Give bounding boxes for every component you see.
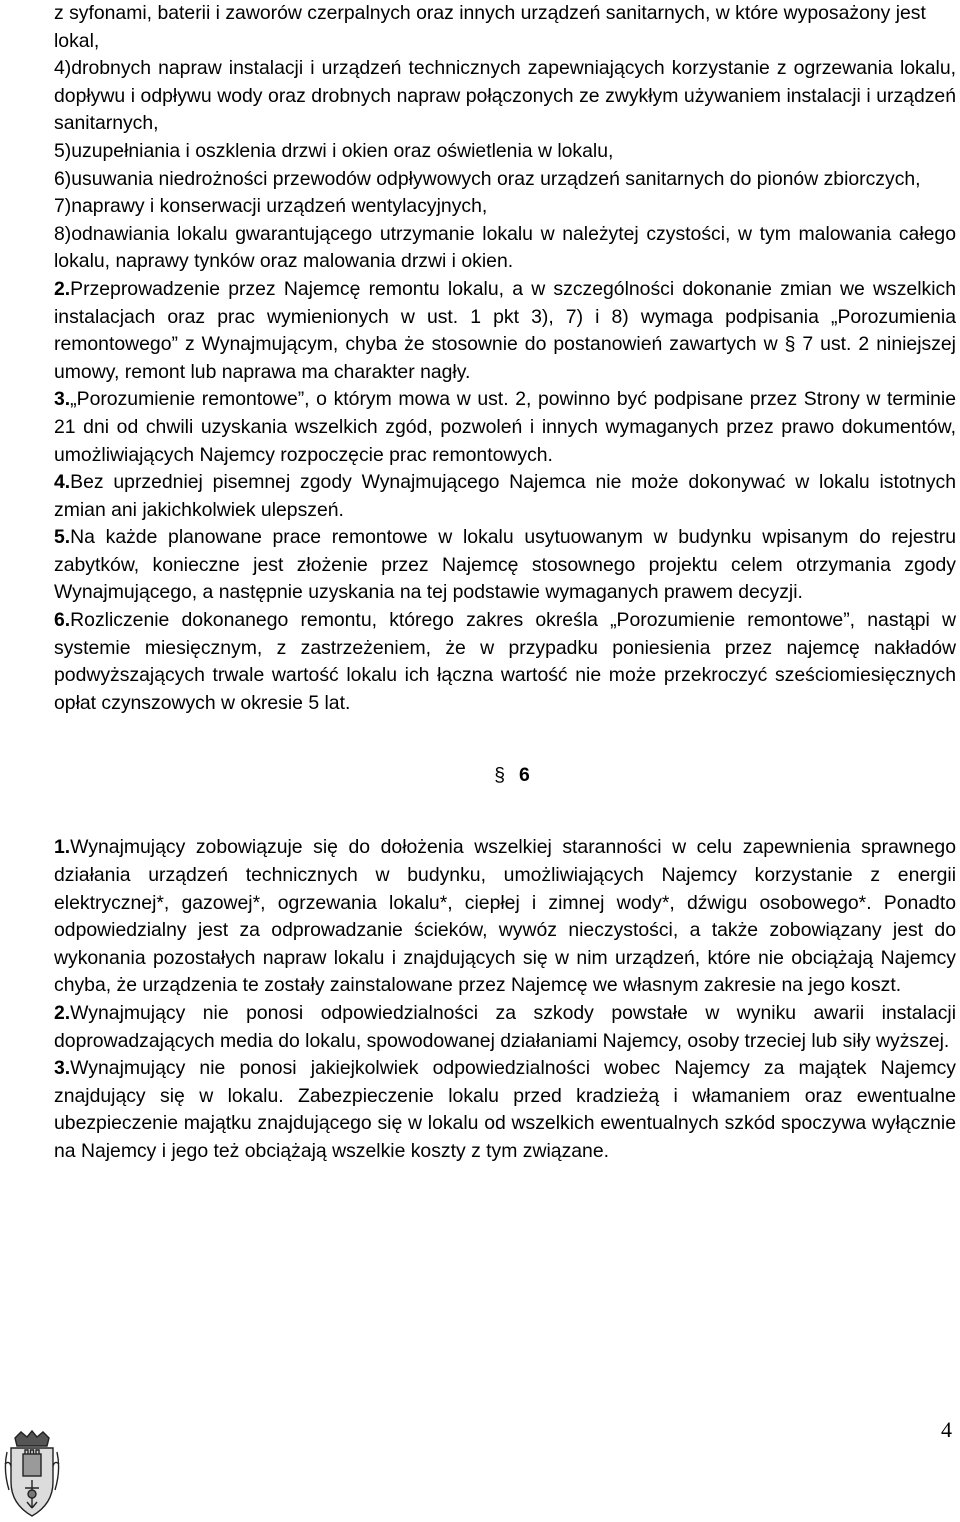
paragraph-number: 6.	[54, 609, 71, 632]
paragraph-3	[54, 386, 956, 469]
page-number: 4	[941, 1417, 952, 1442]
paragraph-number: 1.	[54, 836, 71, 859]
paragraph-text: Wynajmujący zobowiązuje się do dołożenia wszelkiej staranności w celu zapewnienia sprawnego działania urządzeń technicznych w budynku, umożliwiających Najemcy korzystanie z energii elektrycznej*, gazowej*, ogrzewania lokalu*, ciepłej i zimnej wody*, dźwigu osobowego*. Ponadto odpowiedzialny jest za odprowadzanie ścieków, wywóz nieczystości, a także zobowiązany jest do wykonania pozostałych napraw lokalu i znajdujących się w nim urządzeń, które nie obciążają Najemcy chyba, że urządzenia te zostały zainstalowane przez Najemcę we własnym zakresie na jego koszt.	[54, 836, 956, 997]
list-item-7: 7)naprawy i konserwacji urządzeń wentylacyjnych,	[54, 195, 488, 218]
paragraph-4	[54, 469, 956, 524]
document-body	[54, 0, 956, 1166]
paragraph-text: Rozliczenie dokonanego remontu, którego zakres określa „Porozumienie remontowe”, nastąpi w systemie miesięcznym, z zastrzeżeniem, że w przypadku poniesienia przez najemcę nakładów podwyższających trwale wartość lokalu ich łączna wartość nie może przekroczyć sześciomiesięcznych opłat czynszowych w okresie 5 lat.	[54, 609, 956, 714]
paragraph-5	[54, 524, 956, 607]
section-number: 6	[519, 764, 530, 787]
list-item-4: 4)drobnych napraw instalacji i urządzeń technicznych zapewniających korzystanie z ogrzewania lokalu, dopływu i odpływu wody oraz drobnych napraw połączonych ze zwykłym używaniem instalacji i urządzeń sanitarnych,	[54, 57, 956, 135]
paragraph-text: Wynajmujący nie ponosi jakiejkolwiek odpowiedzialności wobec Najemcy za majątek Najemcy znajdujący się w lokalu. Zabezpieczenie lokalu przed kradzieżą i włamaniem oraz ewentualne ubezpieczenie majątku znajdującego się w lokalu od wszelkich ewentualnych szkód spoczywa wyłącznie na Najemcy i jego też obciążają wszelkie koszty z tym związane.	[54, 1057, 956, 1162]
paragraph-text: Bez uprzedniej pisemnej zgody Wynajmującego Najemca nie może dokonywać w lokalu istotnych zmian ani jakichkolwiek ulepszeń.	[54, 471, 956, 521]
paragraph-number: 4.	[54, 471, 71, 494]
paragraph-number: 5.	[54, 526, 71, 549]
paragraph-2	[54, 276, 956, 386]
section6-paragraph-1	[54, 834, 956, 1000]
paragraph-text: Na każde planowane prace remontowe w lokalu usytuowanym w budynku wpisanym do rejestru zabytków, konieczne jest złożenie przez Najemcę stosownego projektu celem otrzymania zgody Wynajmującego, a następnie uzyskania na tej podstawie wymaganych prawem decyzji.	[54, 526, 956, 604]
list-item-8: 8)odnawiania lokalu gwarantującego utrzymanie lokalu w należytej czystości, w tym malowania całego lokalu, naprawy tynków oraz malowania drzwi i okien.	[54, 222, 956, 273]
paragraph-6	[54, 607, 956, 717]
paragraph-number: 3.	[54, 1057, 71, 1080]
paragraph-number: 2.	[54, 277, 71, 300]
paragraph-text: Wynajmujący nie ponosi odpowiedzialności za szkody powstałe w wyniku awarii instalacji doprowadzających media do lokalu, spowodowanej działaniami Najemcy, osoby trzeciej lub siły wyższej.	[54, 1002, 956, 1052]
city-coat-of-arms-icon	[3, 1430, 61, 1518]
paragraph-number: 2.	[54, 1002, 71, 1024]
paragraph-number: 3.	[54, 388, 71, 411]
list-item-6: 6)usuwania niedrożności przewodów odpływowych oraz urządzeń sanitarnych do pionów zbiorczych,	[54, 167, 921, 190]
paragraph-text: Przeprowadzenie przez Najemcę remontu lokalu, a w szczególności dokonanie zmian we wszelkich instalacjach oraz prac wymienionych w ust. 1 pkt 3), 7) i 8) wymaga podpisania „Porozumienia remontowego” z Wynajmującym, chyba że stosownie do postanowień zawartych w § 7 ust. 2 niniejszej umowy, remont lub naprawa ma charakter nagły.	[54, 277, 956, 383]
paragraph-text: „Porozumienie remontowe”, o którym mowa w ust. 2, powinno być podpisane przez Strony w terminie 21 dni od chwili uzyskania wszelkich zgód, pozwoleń i innych wymaganych przez prawo dokumentów, umożliwiających Najemcy rozpoczęcie prac remontowych.	[54, 388, 956, 466]
section-symbol: §	[494, 764, 505, 787]
section6-paragraph-3	[54, 1055, 956, 1165]
section-heading	[54, 717, 956, 834]
list-item-cont: z syfonami, baterii i zaworów czerpalnych oraz innych urządzeń sanitarnych, w które wyposażony jest lokal,	[54, 2, 926, 52]
list-item-5: 5)uzupełniania i oszklenia drzwi i okien oraz oświetlenia w lokalu,	[54, 139, 614, 162]
section6-paragraph-2	[54, 1000, 956, 1055]
